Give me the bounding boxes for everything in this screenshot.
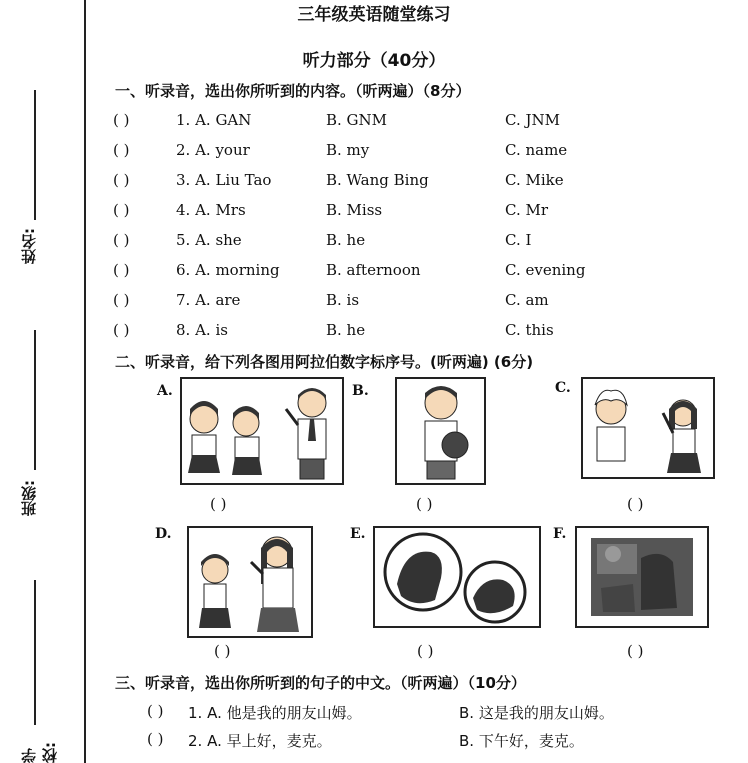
picture-d-label: D. bbox=[155, 526, 172, 542]
answer-paren[interactable]: ( ) bbox=[113, 291, 130, 309]
answer-paren[interactable]: ( ) bbox=[147, 702, 164, 720]
night-scene-illustration bbox=[577, 528, 707, 626]
option-b: B. afternoon bbox=[326, 261, 421, 279]
answer-paren[interactable]: ( ) bbox=[113, 201, 130, 219]
section1-heading: 一、听录音，选出你所听到的内容。（听两遍）（8分） bbox=[115, 82, 471, 100]
option-b: B. he bbox=[326, 321, 366, 339]
option-a: 8. A. is bbox=[176, 321, 228, 339]
three-children-illustration bbox=[182, 379, 342, 483]
picture-d bbox=[187, 526, 313, 638]
picture-c-label: C. bbox=[555, 380, 571, 396]
option-a: 2. A. your bbox=[176, 141, 250, 159]
class-write-line bbox=[34, 330, 36, 470]
answer-paren[interactable]: ( ) bbox=[113, 111, 130, 129]
picture-c bbox=[581, 377, 715, 479]
picture-a-label: A. bbox=[157, 383, 173, 399]
picture-a bbox=[180, 377, 344, 485]
answer-paren[interactable]: ( ) bbox=[113, 171, 130, 189]
option-c: C. am bbox=[505, 291, 549, 309]
picture-b-answer[interactable]: ( ) bbox=[416, 495, 433, 513]
option-a: 2. A. 早上好，麦克。 bbox=[188, 732, 332, 750]
boy-with-ball-illustration bbox=[397, 379, 484, 483]
page-title: 三年级英语随堂练习 bbox=[297, 5, 451, 25]
option-a: 5. A. she bbox=[176, 231, 242, 249]
picture-e bbox=[373, 526, 541, 628]
section2-heading: 二、听录音，给下列各图用阿拉伯数字标序号。(听两遍) (6分) bbox=[115, 353, 534, 371]
option-c: C. evening bbox=[505, 261, 586, 279]
picture-e-label: E. bbox=[350, 526, 366, 542]
option-a: 3. A. Liu Tao bbox=[176, 171, 272, 189]
option-b: B. 这是我的朋友山姆。 bbox=[459, 704, 614, 722]
option-b: B. my bbox=[326, 141, 370, 159]
answer-paren[interactable]: ( ) bbox=[113, 321, 130, 339]
picture-f bbox=[575, 526, 709, 628]
option-c: C. name bbox=[505, 141, 568, 159]
answer-paren[interactable]: ( ) bbox=[113, 261, 130, 279]
picture-d-answer[interactable]: ( ) bbox=[214, 642, 231, 660]
option-b: B. Wang Bing bbox=[326, 171, 429, 189]
section3-heading: 三、听录音，选出你所听到的句子的中文。（听两遍）（10分） bbox=[115, 674, 526, 692]
school-write-line bbox=[34, 580, 36, 725]
option-a: 1. A. 他是我的朋友山姆。 bbox=[188, 704, 362, 722]
margin-rule bbox=[84, 0, 86, 763]
picture-f-answer[interactable]: ( ) bbox=[627, 642, 644, 660]
option-c: C. Mike bbox=[505, 171, 564, 189]
option-a: 1. A. GAN bbox=[176, 111, 252, 129]
answer-paren[interactable]: ( ) bbox=[147, 730, 164, 748]
answer-paren[interactable]: ( ) bbox=[113, 141, 130, 159]
option-a: 7. A. are bbox=[176, 291, 241, 309]
name-write-line bbox=[34, 90, 36, 220]
option-b: B. Miss bbox=[326, 201, 383, 219]
option-b: B. 下午好，麦克。 bbox=[459, 732, 584, 750]
option-a: 4. A. Mrs bbox=[176, 201, 246, 219]
option-b: B. he bbox=[326, 231, 366, 249]
option-a: 6. A. morning bbox=[176, 261, 280, 279]
picture-c-answer[interactable]: ( ) bbox=[627, 495, 644, 513]
answer-paren[interactable]: ( ) bbox=[113, 231, 130, 249]
picture-f-label: F. bbox=[553, 526, 567, 542]
option-c: C. Mr bbox=[505, 201, 549, 219]
picture-e-answer[interactable]: ( ) bbox=[417, 642, 434, 660]
picture-b bbox=[395, 377, 486, 485]
class-label: 班级: bbox=[20, 480, 38, 516]
school-label: 学校: bbox=[20, 742, 59, 763]
boy-and-girl-waving-illustration bbox=[583, 379, 713, 477]
girl-and-teacher-illustration bbox=[189, 528, 311, 636]
two-circles-illustration bbox=[375, 528, 539, 626]
picture-b-label: B. bbox=[352, 383, 369, 399]
option-c: C. this bbox=[505, 321, 554, 339]
option-c: C. JNM bbox=[505, 111, 560, 129]
option-c: C. I bbox=[505, 231, 532, 249]
option-b: B. GNM bbox=[326, 111, 388, 129]
page-subtitle: 听力部分（40分） bbox=[302, 51, 446, 71]
option-b: B. is bbox=[326, 291, 360, 309]
name-label: 姓名: bbox=[20, 228, 38, 264]
picture-a-answer[interactable]: ( ) bbox=[210, 495, 227, 513]
